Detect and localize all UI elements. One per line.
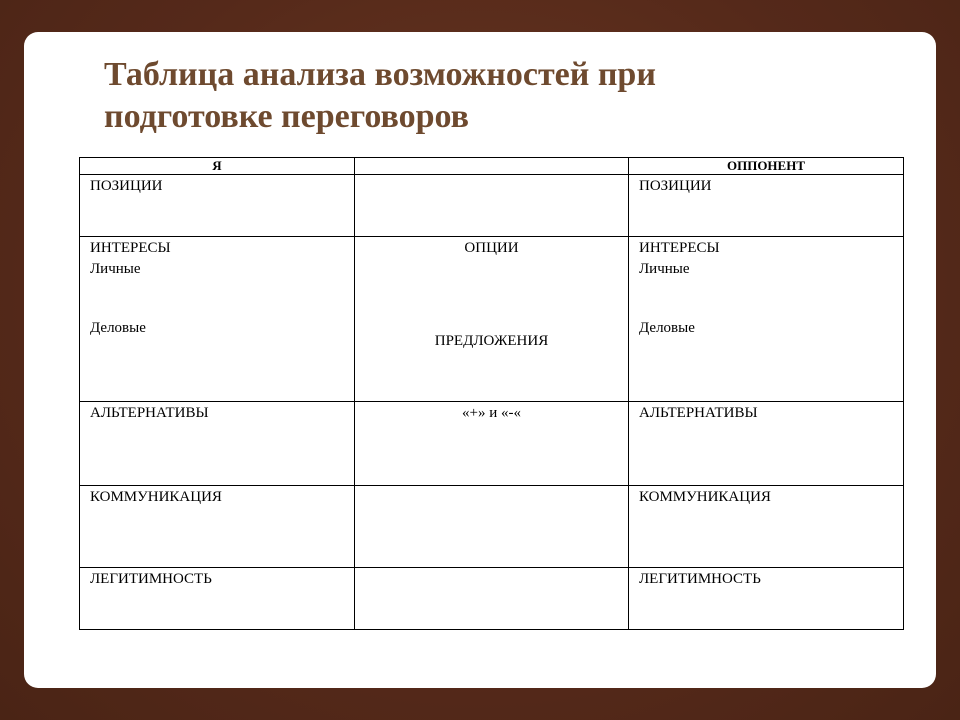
slide-title-line-2: подготовке переговоров — [104, 98, 470, 135]
cell-right-legitimacy: ЛЕГИТИМНОСТЬ — [629, 568, 904, 630]
interests-business: Деловые — [90, 320, 146, 336]
header-opponent: ОППОНЕНТ — [629, 158, 904, 175]
cell-left-interests — [80, 237, 355, 402]
table-row — [80, 402, 904, 486]
analysis-table — [79, 157, 904, 630]
table-row — [80, 237, 904, 402]
table-header-row — [80, 158, 904, 175]
cell-middle-options — [355, 237, 629, 402]
cell-middle-communication — [355, 486, 629, 568]
cell-right-positions: ПОЗИЦИИ — [629, 175, 904, 237]
options-label: ОПЦИИ — [464, 240, 519, 256]
interests-personal: Личные — [90, 261, 141, 277]
cell-left-legitimacy: ЛЕГИТИМНОСТЬ — [80, 568, 355, 630]
header-middle — [355, 158, 629, 175]
slide-title — [104, 54, 804, 138]
opponent-interests-business: Деловые — [639, 320, 695, 336]
cell-left-alternatives: АЛЬТЕРНАТИВЫ — [80, 402, 355, 486]
slide-title-line-1: Таблица анализа возможностей при — [104, 56, 656, 93]
cell-left-positions: ПОЗИЦИИ — [80, 175, 355, 237]
cell-left-communication: КОММУНИКАЦИЯ — [80, 486, 355, 568]
table-row — [80, 175, 904, 237]
table-row — [80, 568, 904, 630]
proposals-label: ПРЕДЛОЖЕНИЯ — [434, 333, 549, 349]
cell-right-interests — [629, 237, 904, 402]
interests-label: ИНТЕРЕСЫ — [90, 240, 171, 256]
cell-right-alternatives: АЛЬТЕРНАТИВЫ — [629, 402, 904, 486]
opponent-interests-personal: Личные — [639, 261, 690, 277]
cell-middle-positions — [355, 175, 629, 237]
header-me: Я — [80, 158, 355, 175]
cell-middle-plus-minus: «+» и «-« — [355, 402, 629, 486]
opponent-interests-label: ИНТЕРЕСЫ — [639, 240, 720, 256]
table-row — [80, 486, 904, 568]
cell-right-communication: КОММУНИКАЦИЯ — [629, 486, 904, 568]
cell-middle-legitimacy — [355, 568, 629, 630]
